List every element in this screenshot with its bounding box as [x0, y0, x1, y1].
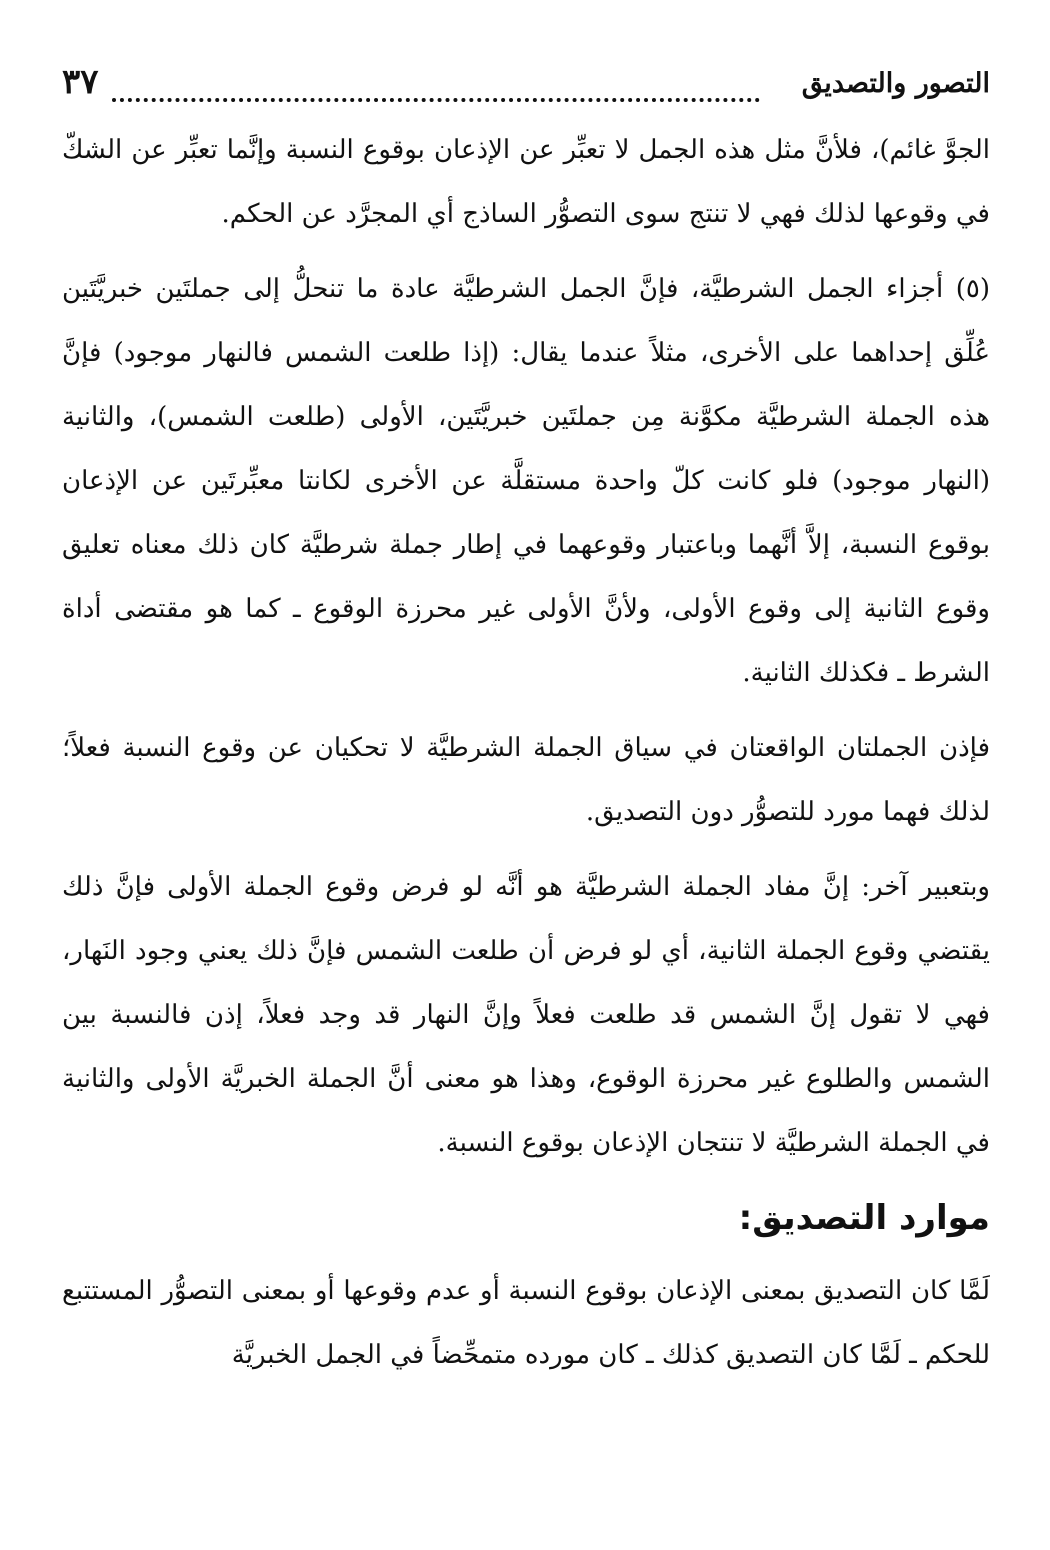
paragraph: وبتعبير آخر: إنَّ مفاد الجملة الشرطيَّة هو أنَّه لو فرض وقوع الجملة الأولى فإنَّ ذلك يقتضي وقوع الجملة الثانية، أي لو فرض أن طلعت الشمس فإنَّ ذلك يعني وجود النَهار، فهي لا تقول إنَّ الشمس قد طلعت فعلاً وإنَّ النهار قد وجد فعلاً، إذن فالنسبة بين الشمس والطلوع غير محرزة الوقوع، وهذا هو معنى أنَّ الجملة الخبريَّة الأولى والثانية في الجملة الشرطيَّة لا تنتجان الإذعان بوقوع النسبة.	[62, 872, 990, 1158]
paragraph: (٥) أجزاء الجمل الشرطيَّة، فإنَّ الجمل الشرطيَّة عادة ما تنحلُّ إلى جملتَين خبريَّتَين عُلِّق إحداهما على الأخرى، مثلاً عندما يقال: (إذا طلعت الشمس فالنهار موجود) فإنَّ هذه الجملة الشرطيَّة مكوَّنة مِن جملتَين خبريَّتَين، الأولى (طلعت الشمس)، والثانية (النهار موجود) فلو كانت كلّ واحدة مستقلَّة عن الأخرى لكانتا معبِّرتَين عن الإذعان بوقوع النسبة، إلاَّ أنَّهما وباعتبار وقوعهما في إطار جملة شرطيَّة كان ذلك معناه تعليق وقوع الثانية إلى وقوع الأولى، ولأنَّ الأولى غير محرزة الوقوع ـ كما هو مقتضى أداة الشرط ـ فكذلك الثانية.	[62, 274, 990, 688]
running-title: التصور والتصديق	[801, 68, 990, 99]
section-heading: موارد التصديق:	[738, 1198, 990, 1238]
header-dot-leader	[112, 66, 760, 102]
book-page	[62, 58, 990, 1498]
running-header	[62, 58, 990, 106]
body-text	[62, 118, 990, 1387]
page-number: ٣٧	[62, 62, 99, 102]
section-paragraph: لَمَّا كان التصديق بمعنى الإذعان بوقوع النسبة أو عدم وقوعها أو بمعنى التصوُّر المستتبع للحكم ـ لَمَّا كان التصديق كذلك ـ كان مورده متمحِّضاً في الجمل الخبريَّة	[62, 1276, 990, 1370]
paragraph: الجوَّ غائم)، فلأنَّ مثل هذه الجمل لا تعبِّر عن الإذعان بوقوع النسبة وإنَّما تعبِّر عن الشكّ في وقوعها لذلك فهي لا تنتج سوى التصوُّر الساذج أي المجرَّد عن الحكم.	[62, 135, 990, 229]
paragraph: فإذن الجملتان الواقعتان في سياق الجملة الشرطيَّة لا تحكيان عن وقوع النسبة فعلاً؛ لذلك فهما مورد للتصوُّر دون التصديق.	[62, 733, 990, 827]
